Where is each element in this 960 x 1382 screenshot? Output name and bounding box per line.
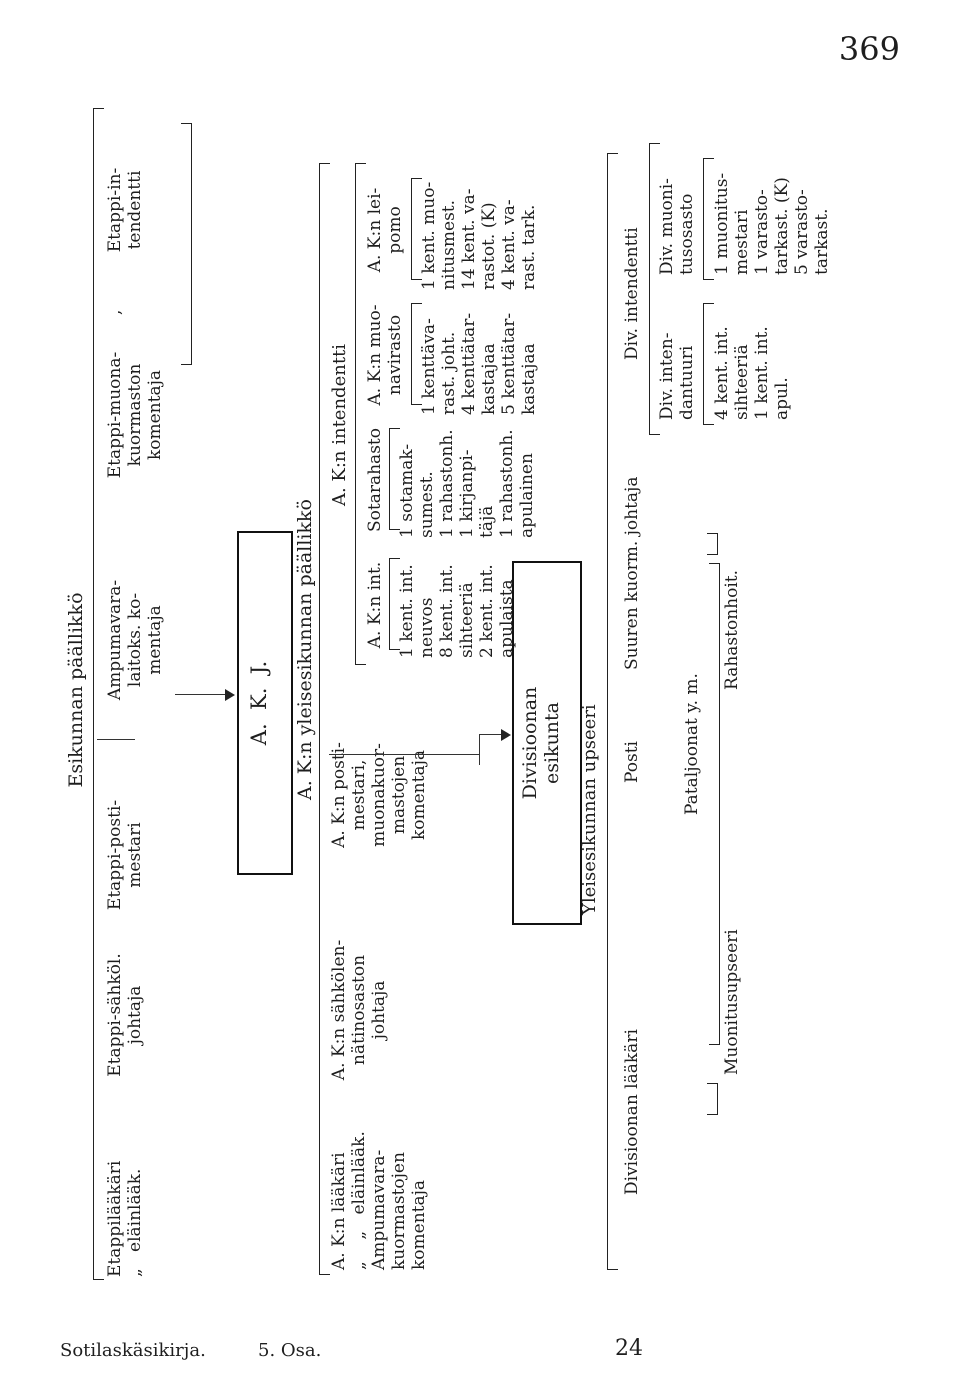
div-muonitusosasto-staff: 1 muonitus- mestari 1 varasto- tarkast. (K) 5 varasto- tarkast. [712,172,833,275]
general-staff-officer-label: Yleisesikunnan upseeri [579,704,600,915]
div-muonitusosasto-header: Div. muoni- tusosasto [657,178,698,275]
connector-to-akj [175,694,229,695]
leipomo-staff: 1 kent. muo- nitusmest. 14 kent. va- rastot. (K) 4 kent. va- rast. tark. [419,181,540,290]
akn-postimestari: A. K:n posti- mestari, muonakuor- mastojen komentaja [329,742,430,848]
akn-laakari-group: A. K:n lääkäri „ „ eläinlääk. Ampumavara- kuormastojen komentaja [329,1131,430,1270]
etappi-muonakuormaston-komentaja: Etappi-muona- kuormaston komentaja [105,351,166,479]
arrow-to-akj [225,689,235,701]
pataljoonat-brace [709,563,720,1045]
div-intendantuuri-header: Div. inten- dantuuri [657,332,698,420]
akn-int-staff: 1 kent. int. neuvos 8 kent. int. sihteeriä 2 kent. int. apulaista [397,564,518,658]
sotarahasto-header: Sotarahasto [365,428,385,532]
pataljoonat-label: Pataljoonat y. m. [682,673,702,815]
akn-int-header: A. K:n int. [365,561,385,649]
page-number: 369 [838,30,900,68]
etappilaakari: Etappilääkäri „ eläinlääk. [105,1160,146,1277]
division-staff-brace [607,153,618,1270]
arrow-to-division [501,729,511,741]
etappi-postimestari: Etappi-posti- mestari [105,799,146,911]
general-staff-chief-label: A. K:n yleisesikunnan päällikkö [294,499,316,800]
division-staff-label: Divisioonan esikunta [519,686,564,800]
akn-intendentti-label: A. K:n intendentti [329,343,350,507]
footer-book-title: Sotilaskäsikirja. [60,1340,206,1361]
chief-of-staff-label: Esikunnan päällikkö [65,592,87,788]
etappi-sahkol-johtaja: Etappi-sähköl. johtaja [105,953,146,1077]
muonitusupseeri-brace [707,1083,718,1115]
muonavirasto-staff: 1 kenttäva- rast. joht. 4 kenttätar- kastajaa 5 kenttätar- kastajaa [419,312,540,415]
chief-of-staff-brace [93,108,104,1280]
div-intendantuuri-staff: 4 kent. int. sihteeriä 1 kent. int. apul. [712,326,793,420]
muonakuormasto-brace [181,123,192,365]
ampumavaralaitoksen-komentaja: Ampumavara- laitoks. ko- mentaja [105,579,166,701]
footer-signature: 24 [615,1336,643,1361]
akj-label: A. K. J. [247,660,271,746]
leipomo-header: A. K:n lei- pomo [365,187,406,273]
muonavirasto-header: A. K:n muo- navirasto [365,304,406,406]
rahastonhoitaja-label: Rahastonhoit. [722,569,742,690]
connector-to-division-h [479,735,480,765]
organization-chart [57,85,917,1295]
sotarahasto-staff: 1 sotamak- sumest. 1 rahastonh. 1 kirjanpi- täjä 1 rahastonh. apulainen [397,429,538,538]
muonitusupseeri-label: Muonitusupseeri [722,929,742,1075]
footer-part: 5. Osa. [258,1340,322,1361]
rahastonhoitaja-brace [707,533,718,555]
akn-sahkolennatinosaston-johtaja: A. K:n sähkölen- nätinosaston johtaja [329,939,390,1081]
suuren-kuormaston-johtaja: Suuren kuorm. johtaja [622,476,642,670]
divisioonan-laakari: Divisioonan lääkäri [622,1029,642,1195]
row1-divider [97,739,135,740]
div-intendentti-label: Div. intendentti [622,227,642,360]
row1-comma: , [105,309,125,315]
connector-to-division [329,754,479,755]
etappi-intendentti: Etappi-in- tendentti [105,167,146,253]
posti: Posti [622,741,642,783]
